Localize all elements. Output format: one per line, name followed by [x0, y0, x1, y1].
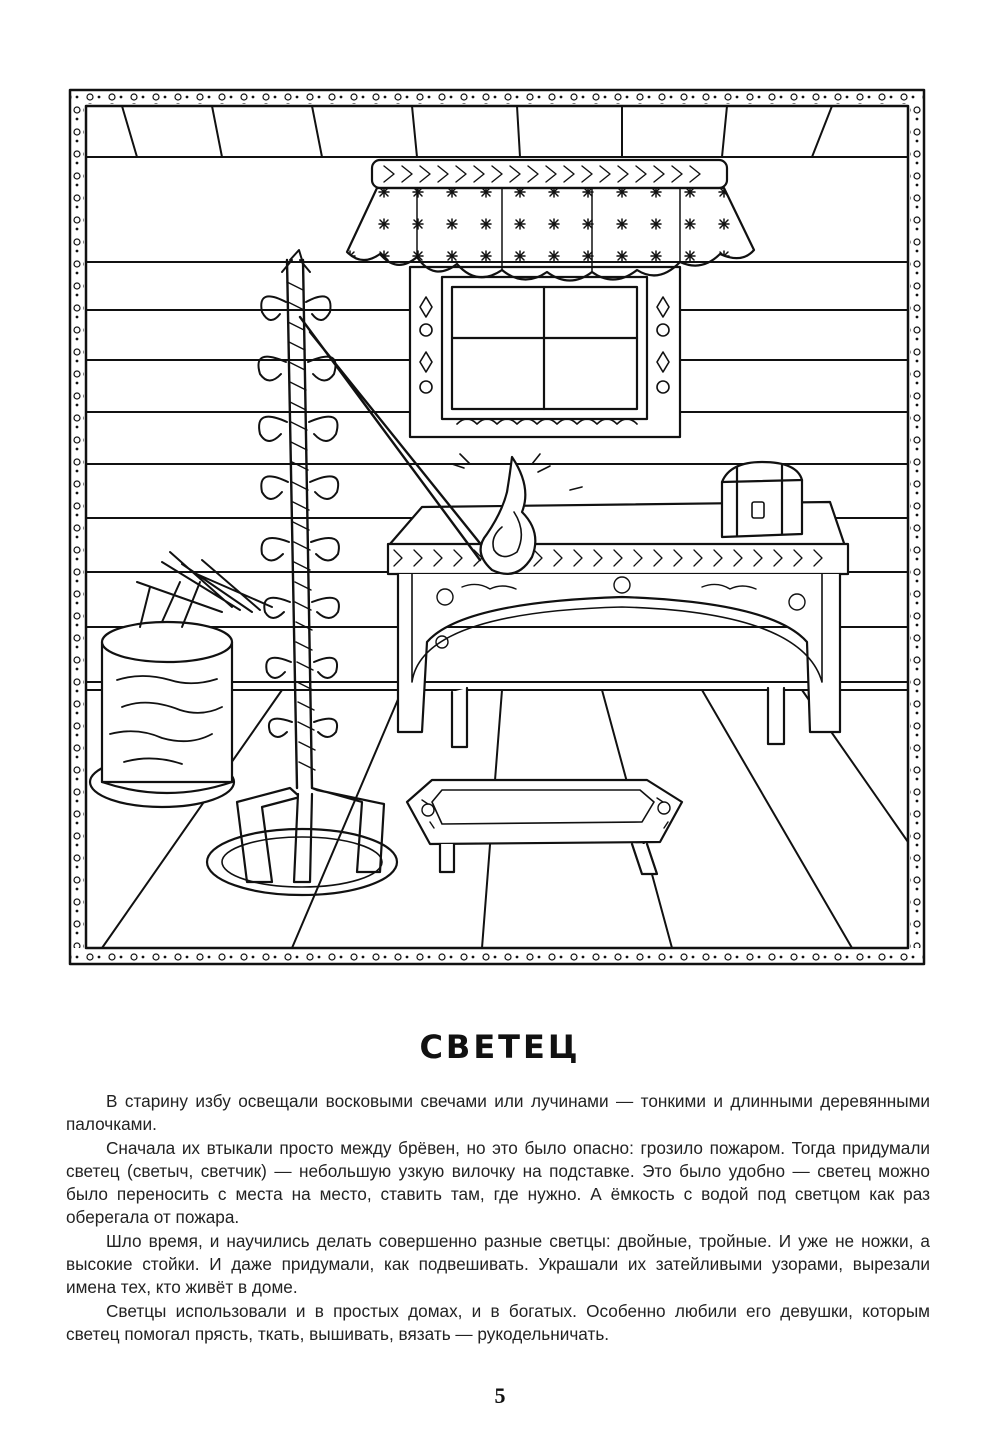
splinter-bucket: [90, 552, 272, 807]
chest: [722, 462, 802, 537]
paragraph-1: В старину избу освещали восковыми свечами или лучинами — тонкими и длинными деревянными палочками.: [66, 1091, 930, 1135]
page-number: 5: [494, 1383, 506, 1408]
paragraph-3: Шло время, и научились делать совершенно разные светцы: двойные, тройные. И уже не ножки, а высокие стойки. И даже придумали, как подвешивать. Украшали их затейливыми узорами, вырезали имена тех, кто живёт в доме.: [66, 1230, 930, 1298]
curtain: [347, 160, 754, 281]
water-tray: [407, 780, 682, 874]
table: [388, 502, 848, 747]
paragraph-2: Сначала их втыкали просто между брёвен, но это было опасно: грозило пожаром. Тогда придумали светец (светыч, светчик) — небольшую узкую вилочку на подставке. Это было удобно — светец можно было переносить с места на место, ставить там, где нужно. А ёмкость с водой под светцом как раз оберегала от пожара.: [66, 1137, 930, 1228]
paragraph-4: Светцы использовали и в простых домах, и в богатых. Особенно любили его девушки, которым светец помогал прясть, ткать, вышивать, вязать — рукодельничать.: [66, 1300, 930, 1344]
page-title: СВЕТЕЦ: [419, 1028, 581, 1066]
coloring-illustration: [62, 82, 932, 972]
window: [410, 267, 680, 437]
body-text: [66, 1090, 930, 1346]
